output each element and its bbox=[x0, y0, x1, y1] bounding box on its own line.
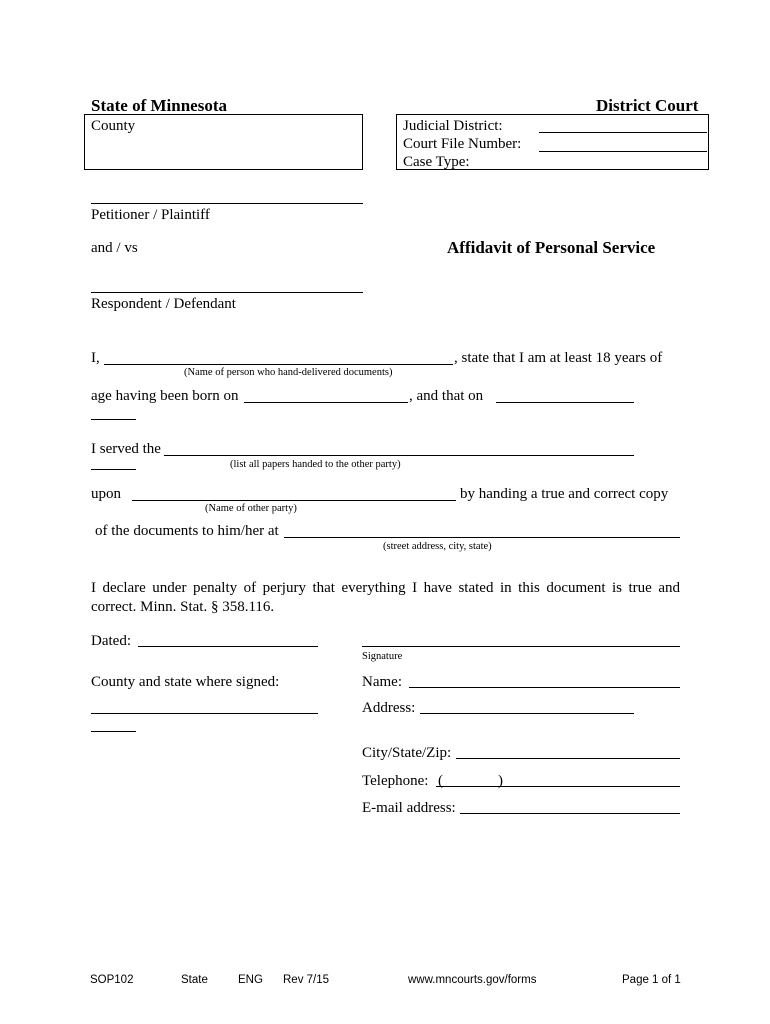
footer-website[interactable]: www.mncourts.gov/forms bbox=[408, 974, 537, 986]
judicial-district-label: Judicial District: bbox=[403, 118, 503, 134]
case-info-box bbox=[396, 114, 709, 170]
birth-date-field[interactable] bbox=[244, 402, 408, 403]
signature-field[interactable] bbox=[362, 646, 680, 647]
name-label: Name: bbox=[362, 674, 402, 690]
email-field[interactable] bbox=[460, 813, 680, 814]
city-state-zip-field[interactable] bbox=[456, 758, 680, 759]
county-state-label: County and state where signed: bbox=[91, 674, 280, 690]
service-address-field[interactable] bbox=[284, 537, 680, 538]
telephone-paren-close: ) bbox=[498, 773, 503, 789]
county-state-field[interactable] bbox=[91, 713, 318, 714]
service-address-hint: (street address, city, state) bbox=[383, 541, 492, 552]
other-party-field[interactable] bbox=[132, 500, 456, 501]
other-party-hint: (Name of other party) bbox=[205, 503, 297, 514]
court-file-number-field[interactable] bbox=[539, 151, 707, 152]
county-box[interactable] bbox=[84, 114, 363, 170]
perjury-declaration: I declare under penalty of perjury that everything I have stated in this document is true and correct. Minn. Stat. § 358.116. bbox=[91, 580, 680, 615]
signature-label: Signature bbox=[362, 651, 403, 662]
upon-suffix: by handing a true and correct copy bbox=[460, 486, 669, 502]
line2-prefix: age having been born on bbox=[91, 388, 239, 404]
footer-revision: Rev 7/15 bbox=[283, 974, 330, 986]
server-name-field[interactable] bbox=[104, 364, 453, 365]
dated-field[interactable] bbox=[138, 646, 318, 647]
petitioner-field[interactable] bbox=[91, 203, 363, 204]
case-type-label: Case Type: bbox=[403, 154, 470, 170]
county-state-field-continued[interactable] bbox=[91, 731, 136, 732]
respondent-field[interactable] bbox=[91, 292, 363, 293]
telephone-paren-open: ( bbox=[438, 773, 443, 789]
dated-label: Dated: bbox=[91, 633, 131, 649]
line1-suffix: , state that I am at least 18 years of bbox=[454, 350, 663, 366]
and-vs-label: and / vs bbox=[91, 240, 138, 256]
served-prefix: I served the bbox=[91, 441, 161, 457]
footer-form-code: SOP102 bbox=[90, 974, 134, 986]
court-file-number-label: Court File Number: bbox=[403, 136, 522, 152]
line2-mid: , and that on bbox=[409, 388, 484, 404]
address-field[interactable] bbox=[420, 713, 634, 714]
footer-scope: State bbox=[181, 974, 208, 986]
line1-prefix: I, bbox=[91, 350, 100, 366]
telephone-label: Telephone: bbox=[362, 773, 429, 789]
respondent-label: Respondent / Defendant bbox=[91, 296, 236, 312]
city-state-zip-label: City/State/Zip: bbox=[362, 745, 452, 761]
papers-served-hint: (list all papers handed to the other party) bbox=[230, 459, 401, 470]
form-title: Affidavit of Personal Service bbox=[447, 238, 656, 257]
address-prefix: of the documents to him/her at bbox=[95, 523, 279, 539]
server-name-hint: (Name of person who hand-delivered documents) bbox=[184, 367, 393, 378]
telephone-field[interactable] bbox=[436, 786, 680, 787]
court-heading: District Court bbox=[596, 96, 699, 115]
name-field[interactable] bbox=[409, 687, 680, 688]
upon-prefix: upon bbox=[91, 486, 121, 502]
address-label: Address: bbox=[362, 700, 416, 716]
email-label: E-mail address: bbox=[362, 800, 456, 816]
service-date-field-continued[interactable] bbox=[91, 419, 136, 420]
judicial-district-field[interactable] bbox=[539, 132, 707, 133]
service-date-field[interactable] bbox=[496, 402, 634, 403]
state-heading: State of Minnesota bbox=[91, 96, 227, 115]
papers-served-field-continued[interactable] bbox=[91, 469, 136, 470]
papers-served-field[interactable] bbox=[164, 455, 634, 456]
petitioner-label: Petitioner / Plaintiff bbox=[91, 207, 210, 223]
footer-page-number: Page 1 of 1 bbox=[622, 974, 681, 986]
footer-language: ENG bbox=[238, 974, 263, 986]
county-label: County bbox=[91, 118, 136, 134]
